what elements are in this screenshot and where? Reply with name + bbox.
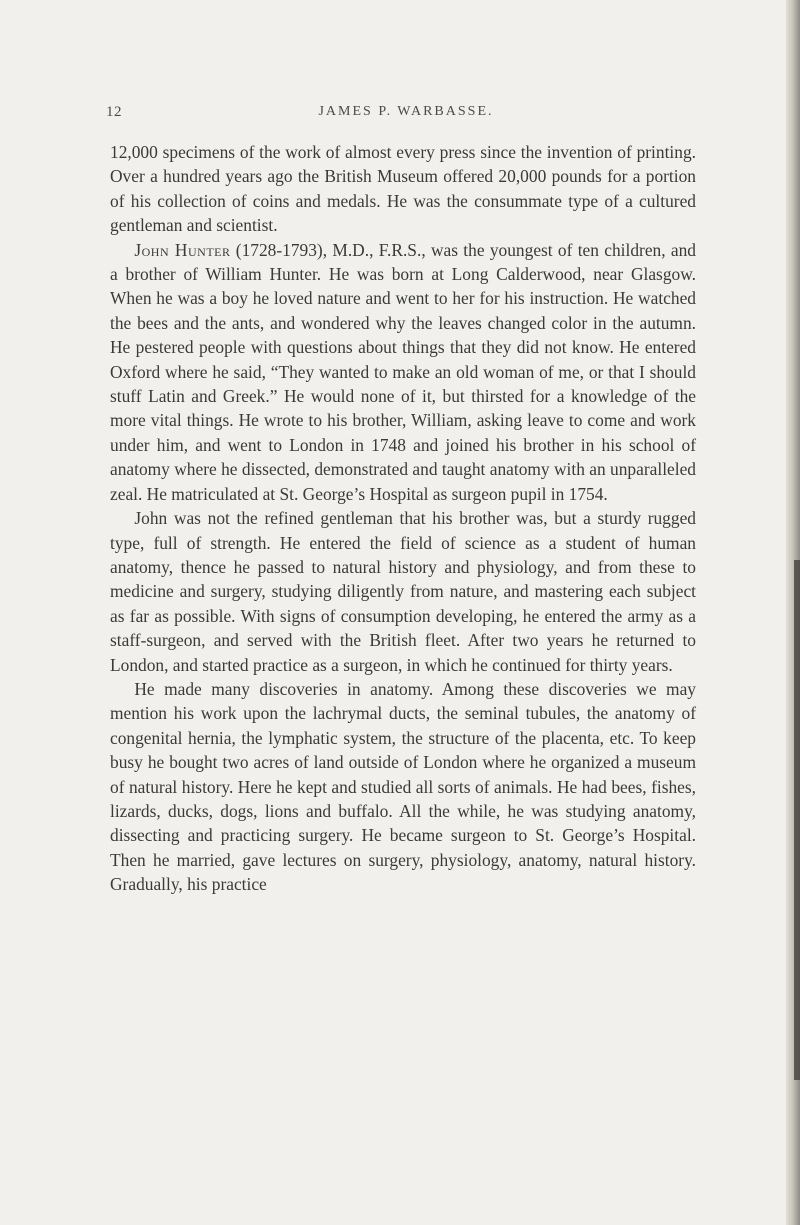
body-text [110, 140, 696, 897]
paragraph-text: (1728-1793), M.D., F.R.S., was the youngest of ten children, and a brother of William Hunter. He was born at Long Calderwood, near Glasgow. When he was a boy he loved nature and went to her for his instruction. He watched the bees and the ants, and wondered why the leaves changed color in the autumn. He pestered people with questions about things that they did not know. He entered Oxford where he said, “They wanted to make an old woman of me, or that I should stuff Latin and Greek.” He would none of it, but thirsted for a knowledge of the more vital things. He wrote to his brother, William, asking leave to come and work under him, and went to London in 1748 and joined his brother in his school of anatomy where he dissected, demonstrated and taught anatomy with an unparalleled zeal. He matriculated at St. George’s Hospital as surgeon pupil in 1754. [110, 239, 696, 504]
paragraph-continued: 12,000 specimens of the work of almost every press since the invention of printing. Over a hundred years ago the British Museum offered 20,000 pounds for a portion of his collection of coins and medals. He was the consummate type of a cultured gentleman and scientist. [110, 142, 696, 236]
page-header [106, 104, 706, 132]
paragraph-john-career: John was not the refined gentleman that his brother was, but a sturdy rugged type, full of strength. He entered the field of science as a student of human anatomy, thence he passed to natural history and physiology, and from these to medicine and surgery, studying diligently from nature, and mastering each subject as far as possible. With signs of consumption developing, he entered the army as a staff-surgeon, and served with the British fleet. After two years he returned to London, and started practice as a surgeon, in which he continued for thirty years. [110, 508, 696, 675]
running-head: JAMES P. WARBASSE. [318, 104, 494, 119]
name-lead: John Hunter [134, 239, 231, 260]
page-number: 12 [106, 104, 122, 120]
page-edge-dark-strip [794, 560, 800, 1080]
paragraph-john-hunter [110, 238, 696, 506]
paragraph-discoveries: He made many discoveries in anatomy. Among these discoveries we may mention his work upon the lachrymal ducts, the seminal tubules, the anatomy of congenital hernia, the lymphatic system, the structure of the placenta, etc. To keep busy he bought two acres of land outside of London where he organized a museum of natural history. Here he kept and studied all sorts of animals. He had bees, fishes, lizards, ducks, dogs, lions and buffalo. All the while, he was studying anatomy, dissecting and practicing surgery. He became surgeon to St. George’s Hospital. Then he married, gave lectures on surgery, physiology, anatomy, natural history. Gradually, his practice [110, 678, 696, 895]
